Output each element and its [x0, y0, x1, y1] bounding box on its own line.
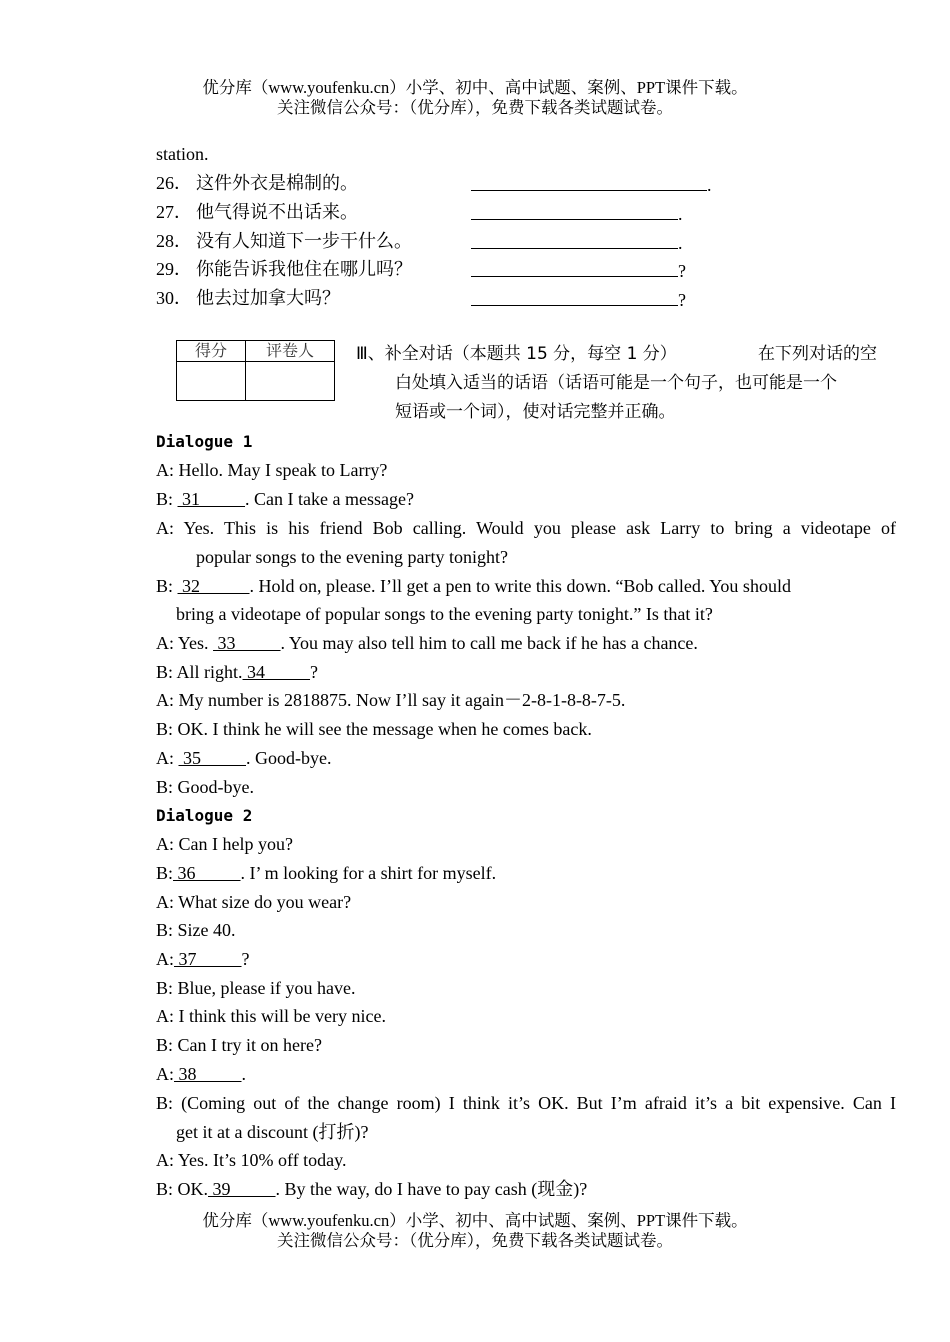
grader-cell[interactable]: [246, 362, 335, 401]
item-text: 没有人知道下一步干什么。: [196, 231, 412, 251]
dialogue-line: A: 35 . Good-bye.: [156, 748, 332, 768]
item-number: 30．: [156, 288, 192, 308]
translation-item: [156, 229, 412, 253]
blank-39[interactable]: 39: [208, 1179, 276, 1199]
grader-header: 评卷人: [246, 341, 335, 362]
dialogue-line: A: Yes. 33 . You may also tell him to call me back if he has a chance.: [156, 633, 698, 653]
blank-33[interactable]: 33: [213, 633, 281, 653]
dialogue-line: A: Can I help you?: [156, 834, 293, 854]
blank-32[interactable]: 32: [177, 576, 250, 596]
dialogue-line: A: What size do you wear?: [156, 892, 352, 912]
dialogue-line: A: I think this will be very nice.: [156, 1006, 386, 1026]
section-instruction-2: 白处填入适当的话语（话语可能是一个句子，也可能是一个: [395, 373, 837, 393]
item-number: 29．: [156, 259, 192, 279]
footer-line-2: 关注微信公众号：（优分库），免费下载各类试题试卷。: [277, 1231, 673, 1250]
translation-item: [156, 171, 358, 195]
item-text: 这件外衣是棉制的。: [196, 173, 358, 193]
dialogue-1-heading: Dialogue 1: [156, 432, 253, 451]
section-instruction-3: 短语或一个词），使对话完整并正确。: [395, 402, 676, 422]
dialogue-line-cont: get it at a discount (打折)?: [176, 1122, 369, 1142]
item-text: 他去过加拿大吗？: [196, 288, 340, 308]
dialogue-line: B: Blue, please if you have.: [156, 978, 356, 998]
dialogue-line: A: Hello. May I speak to Larry?: [156, 460, 388, 480]
blank-34[interactable]: 34: [242, 662, 311, 682]
score-header: 得分: [177, 341, 246, 362]
dialogue-line: A: Yes. It’s 10% off today.: [156, 1150, 347, 1170]
blank-38[interactable]: 38: [174, 1064, 242, 1084]
blank-35[interactable]: 35: [178, 748, 246, 768]
blank-36[interactable]: 36: [173, 863, 241, 883]
item-number: 26．: [156, 173, 192, 193]
section-instruction-1: 在下列对话的空: [758, 344, 877, 364]
answer-blank[interactable]: .: [471, 171, 712, 197]
page-header: [0, 78, 950, 118]
dialogue-line: A: My number is 2818875. Now I’ll say it again－2-8-1-8-8-7-5.: [156, 690, 626, 710]
item-number: 28．: [156, 231, 192, 251]
dialogue-line: B: Can I try it on here?: [156, 1035, 322, 1055]
footer-line-1: 优分库（www.youfenku.cn）小学、初中、高中试题、案例、PPT课件下载。: [202, 1211, 748, 1230]
answer-blank[interactable]: ?: [471, 286, 686, 312]
continuation-text: station.: [156, 144, 209, 164]
dialogue-line: B: 31 . Can I take a message?: [156, 489, 414, 509]
dialogue-line: B: 32 . Hold on, please. I’ll get a pen to write this down. “Bob called. You should: [156, 576, 791, 596]
dialogue-line: B: OK. I think he will see the message when he comes back.: [156, 719, 592, 739]
dialogue-line: B: 36 . I’ m looking for a shirt for myself.: [156, 863, 497, 883]
dialogue-line: B: Size 40.: [156, 920, 236, 940]
header-line-2: 关注微信公众号：（优分库），免费下载各类试题试卷。: [277, 98, 673, 117]
dialogue-line: A: 37 ?: [156, 949, 250, 969]
header-line-1: 优分库（www.youfenku.cn）小学、初中、高中试题、案例、PPT课件下载。: [202, 78, 748, 97]
dialogue-line: B: (Coming out of the change room) I think it’s OK. But I’m afraid it’s a bit expensive. Can I: [156, 1093, 896, 1113]
item-number: 27．: [156, 202, 192, 222]
item-text: 他气得说不出话来。: [196, 202, 358, 222]
blank-37[interactable]: 37: [174, 949, 242, 969]
page-footer: [0, 1211, 950, 1251]
dialogue-2-heading: Dialogue 2: [156, 806, 253, 825]
dialogue-line: A: 38 .: [156, 1064, 246, 1084]
translation-item: [156, 286, 340, 310]
section-title: Ⅲ、补全对话（本题共 15 分，每空 1 分）: [356, 344, 677, 364]
dialogue-line: B: OK. 39 . By the way, do I have to pay cash (现金)?: [156, 1179, 588, 1199]
translation-item: [156, 200, 358, 224]
translation-item: [156, 257, 412, 281]
dialogue-line: A: Yes. This is his friend Bob calling. Would you please ask Larry to bring a videotape of: [156, 518, 896, 538]
dialogue-line-cont: bring a videotape of popular songs to the evening party tonight.” Is that it?: [176, 604, 713, 624]
dialogue-line: B: All right. 34 ?: [156, 662, 319, 682]
item-text: 你能告诉我他住在哪儿吗？: [196, 259, 412, 279]
score-cell[interactable]: [177, 362, 246, 401]
answer-blank[interactable]: .: [471, 229, 683, 255]
dialogue-line-cont: popular songs to the evening party tonight?: [196, 547, 508, 567]
answer-blank[interactable]: .: [471, 200, 683, 226]
dialogue-line: B: Good-bye.: [156, 777, 254, 797]
score-table: [176, 340, 335, 401]
answer-blank[interactable]: ?: [471, 257, 686, 283]
blank-31[interactable]: 31: [177, 489, 246, 509]
